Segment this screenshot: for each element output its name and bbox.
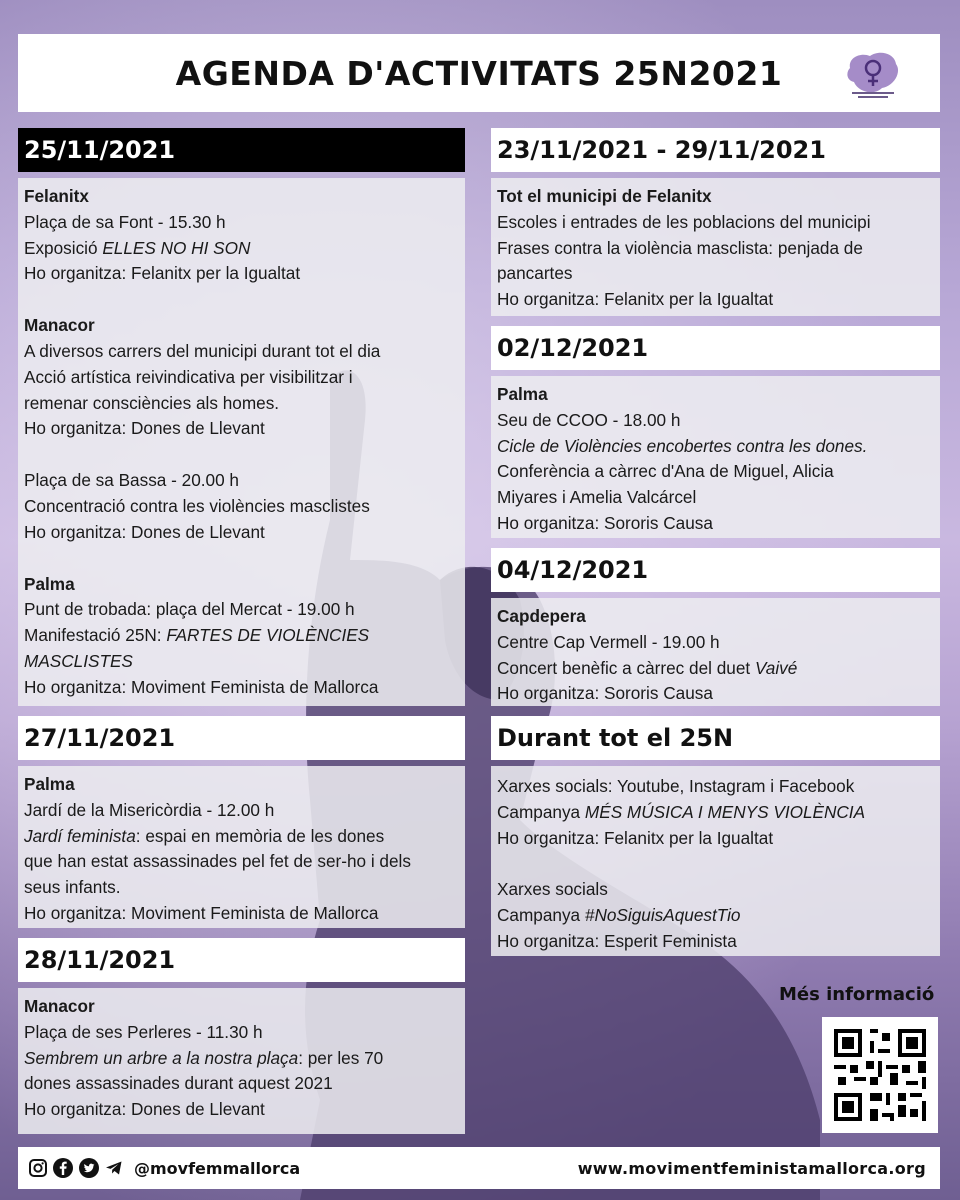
organizer-line: Ho organitza: Sororis Causa [497, 683, 713, 704]
title-bar [18, 34, 940, 112]
date-header-04-12: 04/12/2021 [491, 548, 940, 592]
town-manacor: Manacor [24, 315, 95, 336]
event-line: Cicle de Violències encobertes contra les dones. [497, 435, 868, 456]
event-line: Campanya MÉS MÚSICA I MENYS VIOLÈNCIA [497, 801, 866, 822]
organizer-line: Ho organitza: Moviment Feminista de Mallorca [24, 902, 379, 923]
event-panel-25-11 [18, 178, 465, 706]
organizer-line: Ho organitza: Esperit Feminista [497, 930, 737, 951]
event-line: A diversos carrers del municipi durant tot el dia [24, 340, 381, 361]
qr-code-icon [822, 1017, 938, 1133]
event-panel-23-29-11 [491, 178, 940, 316]
event-line: que han estat assassinades pel fet de ser-ho i dels [24, 851, 411, 872]
date-header-25-11: 25/11/2021 [18, 128, 465, 172]
event-line: Plaça de ses Perleres - 11.30 h [24, 1021, 263, 1042]
event-line: Jardí feminista: espai en memòria de les dones [24, 825, 385, 846]
event-line: Seu de CCOO - 18.00 h [497, 409, 681, 430]
qr-code[interactable] [822, 1017, 938, 1133]
event-line: Campanya #NoSiguisAquestTio [497, 905, 741, 926]
event-line: Concert benèfic a càrrec del duet Vaivé [497, 657, 798, 678]
town-felanitx: Tot el municipi de Felanitx [497, 186, 712, 206]
event-line: Xarxes socials [497, 879, 608, 900]
organizer-line: Ho organitza: Moviment Feminista de Mallorca [24, 676, 379, 697]
event-line: Plaça de sa Bassa - 20.00 h [24, 470, 239, 491]
date-header-23-29-11: 23/11/2021 - 29/11/2021 [491, 128, 940, 172]
event-line: Acció artística reivindicativa per visibilitzar i [24, 366, 353, 387]
event-panel-02-12 [491, 376, 940, 538]
date-header-28-11: 28/11/2021 [18, 938, 465, 982]
more-info-label: Més informació [779, 984, 935, 1005]
town-palma: Palma [24, 774, 75, 794]
event-line: seus infants. [24, 877, 121, 898]
town-capdepera: Capdepera [497, 606, 586, 626]
moviment-feminista-logo [844, 48, 902, 102]
event-line: Miyares i Amelia Valcárcel [497, 487, 697, 508]
event-line: Manifestació 25N: FARTES DE VIOLÈNCIES [24, 625, 370, 646]
page-title: AGENDA D'ACTIVITATS 25N2021 [175, 53, 783, 93]
event-line: Centre Cap Vermell - 19.00 h [497, 631, 720, 652]
organizer-line: Ho organitza: Felanitx per la Igualtat [497, 827, 774, 848]
date-header-27-11: 27/11/2021 [18, 716, 465, 760]
organizer-line: Ho organitza: Sororis Causa [497, 512, 713, 533]
facebook-icon[interactable] [52, 1157, 74, 1179]
event-line: Exposició ELLES NO HI SON [24, 237, 251, 258]
date-header-02-12: 02/12/2021 [491, 326, 940, 370]
event-line: remenar consciències als homes. [24, 392, 280, 413]
event-line: Escoles i entrades de les poblacions del municipi [497, 211, 871, 232]
town-manacor: Manacor [24, 996, 95, 1016]
event-panel-28-11 [18, 988, 465, 1134]
organizer-line: Ho organitza: Felanitx per la Igualtat [24, 263, 301, 284]
twitter-icon[interactable] [78, 1157, 100, 1179]
website-link[interactable]: www.movimentfeministamallorca.org [577, 1158, 926, 1178]
event-line: Conferència a càrrec d'Ana de Miguel, Alicia [497, 461, 834, 482]
event-line: Jardí de la Misericòrdia - 12.00 h [24, 799, 275, 820]
event-panel-04-12 [491, 598, 940, 706]
event-panel-durant-25n [491, 766, 940, 956]
organizer-line: Ho organitza: Dones de Llevant [24, 418, 265, 439]
event-line: Plaça de sa Font - 15.30 h [24, 211, 226, 232]
organizer-line: Ho organitza: Dones de Llevant [24, 521, 265, 542]
telegram-icon[interactable] [104, 1158, 124, 1178]
town-palma: Palma [24, 573, 75, 594]
event-line: Xarxes socials: Youtube, Instagram i Facebook [497, 776, 855, 796]
town-palma: Palma [497, 384, 548, 404]
instagram-icon[interactable] [28, 1158, 48, 1178]
event-line: Sembrem un arbre a la nostra plaça: per les 70 [24, 1047, 384, 1068]
event-line: dones assassinades durant aquest 2021 [24, 1073, 333, 1094]
event-line: pancartes [497, 263, 573, 284]
date-header-durant-25n: Durant tot el 25N [491, 716, 940, 760]
social-handle[interactable]: @movfemmallorca [134, 1158, 301, 1178]
organizer-line: Ho organitza: Dones de Llevant [24, 1099, 265, 1120]
event-line: Punt de trobada: plaça del Mercat - 19.00 h [24, 599, 355, 620]
event-line: Frases contra la violència masclista: penjada de [497, 237, 863, 258]
event-line: MASCLISTES [24, 650, 133, 671]
organizer-line: Ho organitza: Felanitx per la Igualtat [497, 289, 774, 310]
town-felanitx: Felanitx [24, 186, 89, 206]
event-line: Concentració contra les violències masclistes [24, 495, 370, 516]
event-panel-27-11 [18, 766, 465, 928]
footer-bar [18, 1147, 940, 1189]
social-links [28, 1157, 300, 1179]
